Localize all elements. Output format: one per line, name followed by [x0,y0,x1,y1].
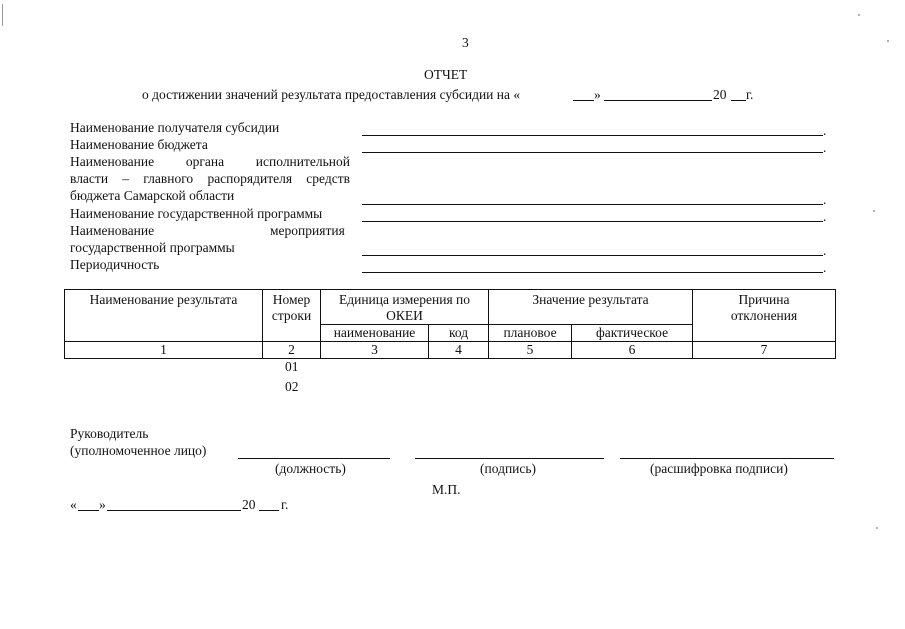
header-row-number [263,290,321,342]
head-label-sub: (уполномоченное лицо) [70,443,207,458]
event-period: . [823,243,827,258]
header-reason-line1: Причина [738,292,790,307]
field-event-label-line2: государственной программы [70,240,235,255]
header-okei-line2: ОКЕИ [386,308,423,323]
column-number: 2 [263,342,321,359]
report-subtitle: о достижении значений результата предоставления субсидии на « [142,87,521,102]
authority-period: . [823,192,827,207]
head-label: Руководитель [70,426,149,441]
column-number: 7 [693,342,836,359]
column-number: 6 [572,342,693,359]
date-year-blank[interactable] [259,510,279,511]
scan-speck [858,14,860,16]
seal-label: М.П. [432,482,461,497]
table-column-numbers-row [65,342,836,359]
results-table [64,289,836,359]
date-year-prefix: 20 [242,497,256,512]
date-quote-open: « [70,497,77,512]
row-code: 01 [285,359,299,374]
header-value [489,290,693,325]
header-planned: плановое [489,325,572,342]
field-event-label-b: мероприятия [270,223,345,238]
year-prefix: 20 [713,87,727,102]
header-okei-name: наименование [321,325,429,342]
recipient-blank[interactable] [362,135,823,136]
column-number: 3 [321,342,429,359]
date-quote-close: » [99,497,106,512]
authority-line-3: бюджета Самарской области [70,188,235,203]
header-row-number-line1: Номер [272,292,311,307]
header-okei-line1: Единица измерения по [338,292,471,307]
program-period: . [823,209,827,224]
signature-blank[interactable] [415,458,604,459]
year-blank [731,100,746,101]
header-reason [693,290,836,342]
budget-blank[interactable] [362,152,823,153]
header-okei [321,290,489,325]
month-blank [604,100,712,101]
position-caption: (должность) [275,461,346,476]
day-blank [573,100,594,101]
table-header-row [65,290,836,325]
field-recipient-label: Наименование получателя субсидии [70,120,280,135]
event-blank[interactable] [362,255,823,256]
field-authority-label [70,155,350,206]
authority-blank[interactable] [362,204,823,205]
scan-speck [873,210,875,212]
scan-speck [876,527,878,529]
header-actual: фактическое [572,325,693,342]
field-program-label: Наименование государственной программы [70,206,323,221]
field-periodicity-label: Периодичность [70,257,160,272]
row-code: 02 [285,379,299,394]
periodicity-period: . [823,260,827,275]
scan-speck [887,40,889,42]
header-result-name-text: Наименование результата [89,292,238,307]
header-row-number-line2: строки [271,308,312,323]
header-reason-line2: отклонения [730,308,798,323]
budget-period: . [823,140,827,155]
quote-close: » [594,87,601,102]
column-number: 4 [429,342,489,359]
decoding-caption: (расшифровка подписи) [650,461,788,476]
date-month-blank[interactable] [107,510,241,511]
authority-line-2: власти – главного распорядителя средств [70,171,350,186]
header-result-name [65,290,263,342]
periodicity-blank[interactable] [362,272,823,273]
header-okei-code: код [429,325,489,342]
report-title: ОТЧЕТ [424,67,468,82]
year-suffix: г. [746,87,754,102]
date-day-blank[interactable] [78,510,99,511]
decoding-blank[interactable] [620,458,834,459]
signature-caption: (подпись) [480,461,537,476]
recipient-period: . [823,123,827,138]
field-event-label-a: Наименование [70,223,155,238]
scan-speck [2,4,3,26]
authority-line-1: Наименование органа исполнительной [70,154,350,169]
column-number: 5 [489,342,572,359]
header-value-text: Значение результата [532,292,649,307]
page-number: 3 [462,35,469,50]
date-year-suffix: г. [281,497,289,512]
position-blank[interactable] [238,458,390,459]
field-budget-label: Наименование бюджета [70,137,208,152]
column-number: 1 [65,342,263,359]
program-blank[interactable] [362,221,823,222]
